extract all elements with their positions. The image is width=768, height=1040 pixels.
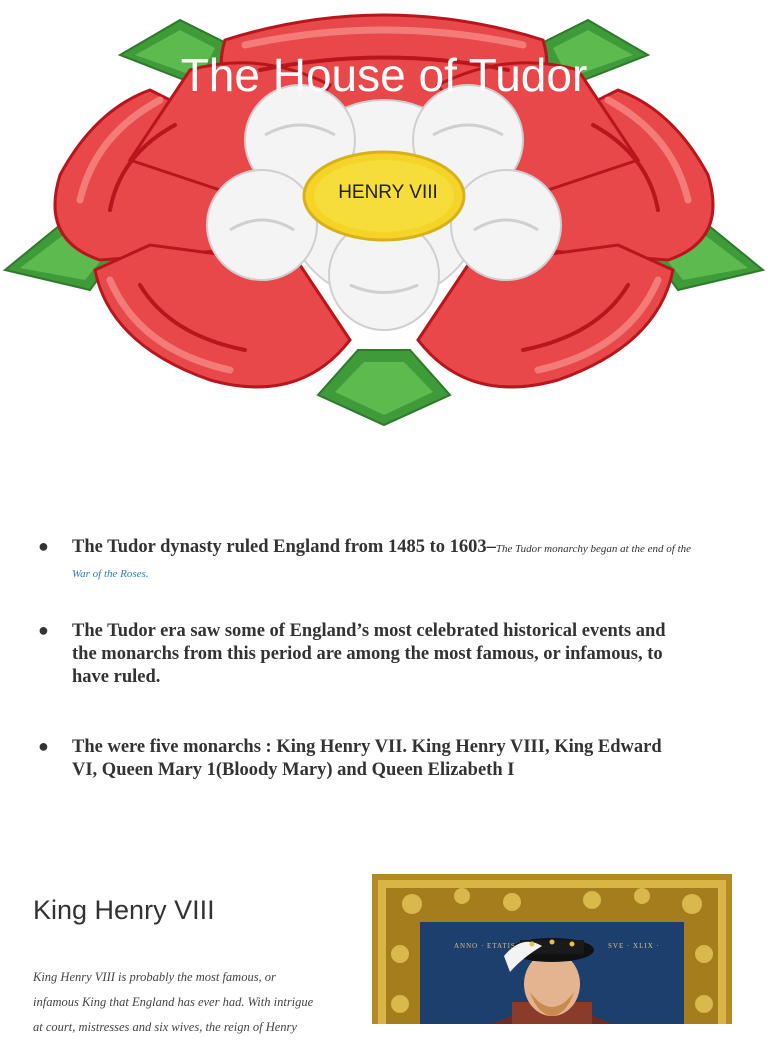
paragraph-line: at court, mistresses and six wives, the reign of Henry xyxy=(33,1020,297,1034)
bullet-text: The Tudor dynasty ruled England from 1485 to 1603 xyxy=(72,537,487,557)
page-title: The House of Tudor xyxy=(180,49,588,101)
bullet-dash: – xyxy=(486,537,496,557)
bullet-text-line: The were five monarchs : King Henry VII. King Henry VIII, King Edward xyxy=(72,737,662,757)
bullet-text-line: have ruled. xyxy=(72,667,161,687)
paragraph-line: infamous King that England has ever had. With intrigue xyxy=(33,995,314,1009)
portrait-inscription-right: SVE · XLIX · xyxy=(608,942,660,950)
rose-center-label: HENRY VIII xyxy=(338,182,438,203)
henry-viii-portrait xyxy=(372,874,732,1024)
paragraph-line: King Henry VIII is probably the most famous, or xyxy=(33,970,276,984)
bullet-icon: ● xyxy=(38,620,49,640)
war-of-the-roses-link[interactable]: War of the Roses. xyxy=(72,568,149,580)
portrait-image xyxy=(372,874,732,1024)
portrait-inscription-left: ANNO · ETATIS xyxy=(454,942,516,950)
section-paragraph xyxy=(33,965,333,1040)
bullet-text-line: The Tudor era saw some of England’s most celebrated historical events and xyxy=(72,621,666,641)
tudor-rose-graphic xyxy=(0,0,768,440)
bullet-note: The Tudor monarchy began at the end of the xyxy=(495,543,692,555)
bullet-text-line: the monarchs from this period are among the most famous, or infamous, to xyxy=(72,644,663,664)
bullet-icon: ● xyxy=(38,536,49,556)
bullet-icon: ● xyxy=(38,736,49,756)
section-heading: King Henry VIII xyxy=(33,895,215,925)
bullet-text-line: VI, Queen Mary 1(Bloody Mary) and Queen Elizabeth I xyxy=(72,760,515,780)
